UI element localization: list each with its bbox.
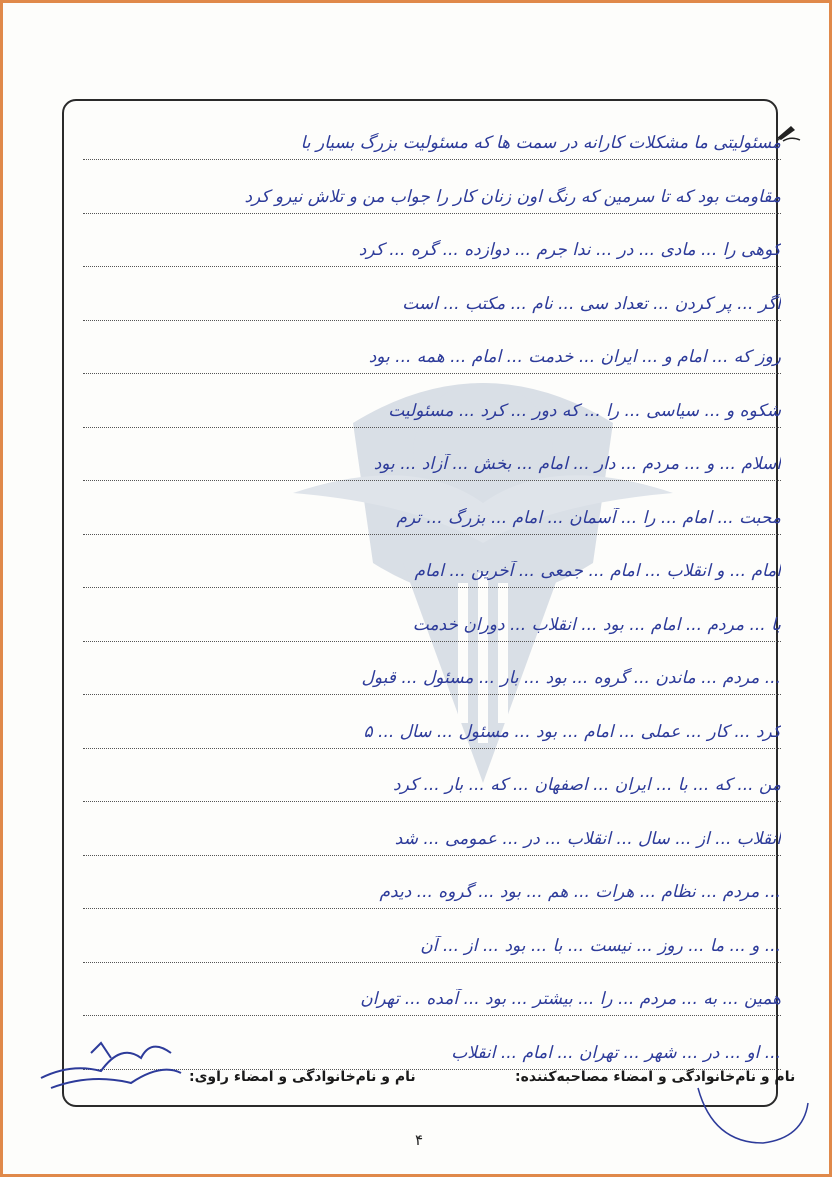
handwritten-line: انقلاب ... از ... سال ... انقلاب ... در ... عمومی ... شد (394, 828, 781, 849)
handwritten-line: همین ... به ... مردم ... را ... بیشتر ... بود ... آمده ... تهران (360, 989, 781, 1009)
interviewer-signature-label: نام و نام‌خانوادگی و امضاء مصاحبه‌کننده: (515, 1069, 796, 1085)
writing-line-rule (83, 213, 781, 214)
handwritten-line: محبت ... امام ... را ... آسمان ... امام ... بزرگ ... ترم (396, 507, 781, 528)
handwritten-line: ... او ... در ... شهر ... تهران ... امام ... انقلاب (451, 1042, 781, 1063)
writing-line-rule (83, 427, 781, 428)
writing-line-rule (83, 480, 781, 481)
handwritten-line: روز که ... امام و ... ایران ... خدمت ... امام ... همه ... بود (368, 347, 781, 367)
writing-line-rule (83, 320, 781, 321)
handwritten-line: کوهی را ... مادی ... در ... ندا جرم ... دوازده ... گره ... کرد (358, 240, 781, 260)
handwritten-line: با ... مردم ... امام ... بود ... انقلاب ... دوران خدمت (412, 614, 781, 635)
writing-line-rule (83, 159, 781, 160)
writing-line-rule (83, 801, 781, 802)
writing-line-rule (83, 962, 781, 963)
writing-line-rule (83, 855, 781, 856)
writing-line-rule (83, 908, 781, 909)
handwritten-line: مقاومت بود که تا سرمین که رنگ اون زنان کار را جواب من و تلاش نیرو کرد (244, 186, 781, 207)
handwritten-signature (31, 1023, 191, 1103)
handwritten-line: ... مردم ... ماندن ... گروه ... بود ... بار ... مسئول ... قبول (361, 668, 781, 688)
handwritten-line: امام ... و انقلاب ... امام ... جمعی ... آخرین ... امام (414, 561, 781, 581)
handwritten-line: مسئولیتی ما مشکلات کارانه در سمت ها که مسئولیت بزرگ بسیار با (300, 133, 781, 153)
writing-line-rule (83, 266, 781, 267)
writing-line-rule (83, 373, 781, 374)
page-number: ۴ (414, 1131, 424, 1149)
writing-line-rule (83, 587, 781, 588)
handwritten-line: کرد ... کار ... عملی ... امام ... بود ... مسئول ... سال ... ۵ (363, 721, 781, 742)
handwritten-line: اگر ... پر کردن ... تعداد سی ... نام ... مکتب ... است (402, 293, 781, 314)
handwritten-line: من ... که ... با ... ایران ... اصفهان ... که ... بار ... کرد (393, 775, 781, 795)
handwritten-line: شکوه و ... سیاسی ... را ... که دور ... کرد ... مسئولیت (388, 400, 781, 421)
narrator-signature-label: نام و نام‌خانوادگی و امضاء راوی: (189, 1069, 416, 1085)
writing-line-rule (83, 1015, 781, 1016)
writing-line-rule (83, 694, 781, 695)
writing-line-rule (83, 748, 781, 749)
handwritten-line: اسلام ... و ... مردم ... دار ... امام ... بخش ... آزاد ... بود (373, 454, 781, 474)
writing-line-rule (83, 641, 781, 642)
handwritten-line: ... و ... ما ... روز ... نیست ... با ... بود ... از ... آن (420, 935, 781, 956)
writing-line-rule (83, 534, 781, 535)
ink-stroke (693, 1083, 813, 1163)
handwritten-line: ... مردم ... نظام ... هرات ... هم ... بود ... گروه ... دیدم (379, 882, 781, 902)
